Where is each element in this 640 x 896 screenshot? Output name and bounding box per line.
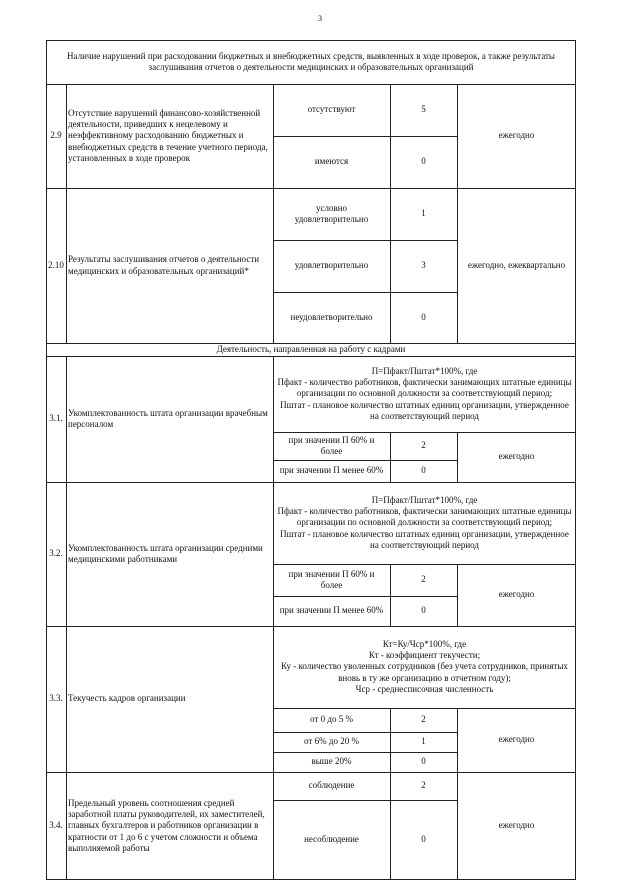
divider	[66, 356, 67, 880]
criterion-option: от 6% до 20 %	[304, 736, 359, 747]
row-number: 3.2.	[49, 548, 63, 559]
row-number: 2.10	[48, 259, 64, 270]
score-value: 0	[421, 156, 426, 167]
criterion-option: при значении П менее 60%	[279, 465, 384, 476]
row-number: 3.3.	[49, 693, 63, 704]
period: ежегодно, ежеквартально	[467, 259, 566, 270]
score-value: 0	[421, 311, 426, 322]
criterion-option: выше 20%	[311, 756, 352, 767]
period: ежегодно	[498, 130, 535, 141]
table-header: Наличие нарушений при расходовании бюджетных и внебюджетных средств, выявленных в ходе проверок, а также результаты заслушивания отчетов о деятельности медицинских и образовательных организаций	[67, 50, 555, 72]
score-value: 2	[421, 574, 426, 585]
formula: Кт=Ку/Чср*100%, где Кт - коэффициент текучести; Ку - количество уволенных сотрудников (без учета сотрудников, принятых вновь в ту же организацию в отчетном году); Чср - среднесписочная численность	[281, 638, 568, 694]
score-value: 5	[421, 104, 426, 115]
score-value: 3	[421, 260, 426, 271]
formula: П=Пфакт/Пштат*100%, где Пфакт - количество работников, фактически занимающих штатные единицы организации по основной должности за соответствующий период; Пштат - плановое количество штатных единиц организации, утвержденное на соответствующий период	[277, 365, 572, 421]
score-value: 2	[421, 780, 426, 791]
criterion-option: при значении П 60% и более	[288, 568, 375, 590]
criterion-option: при значении П менее 60%	[279, 605, 384, 616]
criterion-name: Укомплектованность штата организации врачебным персоналом	[68, 407, 268, 429]
criterion-name: Предельный уровень соотношения средней заработной платы руководителей, их заместителей, главных бухгалтеров и работников организации в кратности от 1 до 6 с учетом сложности и объема выполняемой работы	[68, 797, 265, 853]
score-value: 2	[421, 440, 426, 451]
criterion-option: отсутствуют	[307, 104, 356, 115]
criterion-option: соблюдение	[308, 780, 355, 791]
period: ежегодно	[498, 589, 535, 600]
score-value: 2	[421, 714, 426, 725]
criterion-option: при значении П 60% и более	[288, 434, 375, 456]
row-number: 3.4.	[49, 820, 63, 831]
criterion-option: условно удовлетворительно	[294, 202, 369, 224]
divider	[66, 84, 67, 343]
criterion-name: Укомплектованность штата организации средними медицинскими работниками	[68, 542, 263, 564]
criterion-option: несоблюдение	[304, 834, 359, 845]
score-value: 0	[421, 605, 426, 616]
score-value: 0	[421, 756, 426, 767]
criterion-name: Текучесть кадров организации	[68, 693, 186, 704]
score-value: 1	[421, 736, 426, 747]
formula: П=Пфакт/Пштат*100%, где Пфакт - количество работников, фактически занимающих штатные единицы организации по основной должности за соответствующий период; Пштат - плановое количество штатных единиц организации, утвержденное на соответствующий период	[277, 494, 572, 550]
period: ежегодно	[498, 451, 535, 462]
criterion-option: неудовлетворительно	[290, 311, 373, 322]
row-number: 2.9	[50, 130, 62, 141]
section-title: Деятельность, направленная на работу с кадрами	[216, 343, 406, 354]
page-number: 3	[318, 14, 322, 23]
criterion-option: имеются	[314, 156, 349, 167]
score-value: 0	[421, 834, 426, 845]
row-number: 3.1.	[49, 413, 63, 424]
criterion-option: удовлетворительно	[294, 260, 369, 271]
criterion-option: от 0 до 5 %	[310, 714, 353, 725]
criterion-name: Отсутствие нарушений финансово-хозяйственной деятельности, приведших к нецелевому и неэффективному расходованию бюджетных и внебюджетных средств в течение учетного периода, установленных в ходе проверок	[68, 107, 268, 163]
score-value: 1	[421, 208, 426, 219]
period: ежегодно	[498, 734, 535, 745]
period: ежегодно	[498, 820, 535, 831]
score-value: 0	[421, 465, 426, 476]
criterion-name: Результаты заслушивания отчетов о деятельности медицинских и образовательных организаций*	[68, 254, 260, 276]
